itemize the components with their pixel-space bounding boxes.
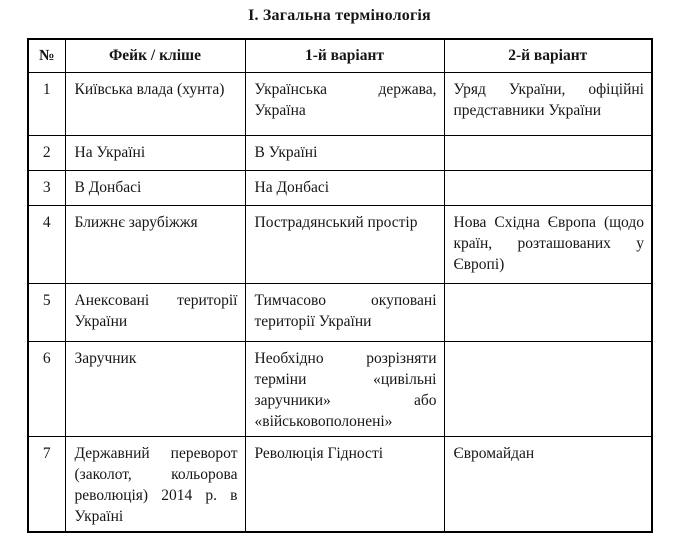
row-number: 1 xyxy=(28,72,65,135)
variant1-cell: Українська держава, Україна xyxy=(245,72,444,135)
variant2-cell: Євромайдан xyxy=(444,436,652,532)
table-row xyxy=(28,135,652,170)
row-number: 3 xyxy=(28,170,65,205)
header-variant-2: 2-й варіант xyxy=(444,39,652,72)
header-variant-1: 1-й варіант xyxy=(245,39,444,72)
table-header-row xyxy=(28,39,652,72)
fake-cell: В Донбасі xyxy=(65,170,245,205)
section-title: І. Загальна термінологія xyxy=(248,7,431,24)
fake-cell: Ближнє зарубіжжя xyxy=(65,205,245,283)
table-row xyxy=(28,170,652,205)
fake-cell: Заручник xyxy=(65,341,245,436)
variant1-cell: В Україні xyxy=(245,135,444,170)
header-number: № xyxy=(28,39,65,72)
fake-cell: На Україні xyxy=(65,135,245,170)
variant2-cell xyxy=(444,341,652,436)
row-number: 7 xyxy=(28,436,65,532)
variant1-cell: На Донбасі xyxy=(245,170,444,205)
table-row xyxy=(28,436,652,532)
fake-cell: Державний переворот (заколот, кольорова революція) 2014 р. в Україні xyxy=(65,436,245,532)
table-row xyxy=(28,283,652,341)
table-row xyxy=(28,72,652,135)
fake-cell: Анексовані території України xyxy=(65,283,245,341)
terminology-table xyxy=(27,38,653,533)
fake-cell: Київська влада (хунта) xyxy=(65,72,245,135)
row-number: 6 xyxy=(28,341,65,436)
table-row xyxy=(28,341,652,436)
header-fake-cliche: Фейк / кліше xyxy=(65,39,245,72)
variant2-cell xyxy=(444,135,652,170)
variant1-cell: Революція Гідності xyxy=(245,436,444,532)
variant2-cell xyxy=(444,170,652,205)
row-number: 2 xyxy=(28,135,65,170)
variant2-cell xyxy=(444,283,652,341)
table-row xyxy=(28,205,652,283)
variant2-cell: Нова Східна Європа (щодо країн, розташованих у Європі) xyxy=(444,205,652,283)
variant2-cell: Уряд України, офіційні представники України xyxy=(444,72,652,135)
row-number: 5 xyxy=(28,283,65,341)
variant1-cell: Необхідно розрізняти терміни «цивільні заручники» або «військовополонені» xyxy=(245,341,444,436)
variant1-cell: Тимчасово окуповані території України xyxy=(245,283,444,341)
row-number: 4 xyxy=(28,205,65,283)
variant1-cell: Пострадянський простір xyxy=(245,205,444,283)
